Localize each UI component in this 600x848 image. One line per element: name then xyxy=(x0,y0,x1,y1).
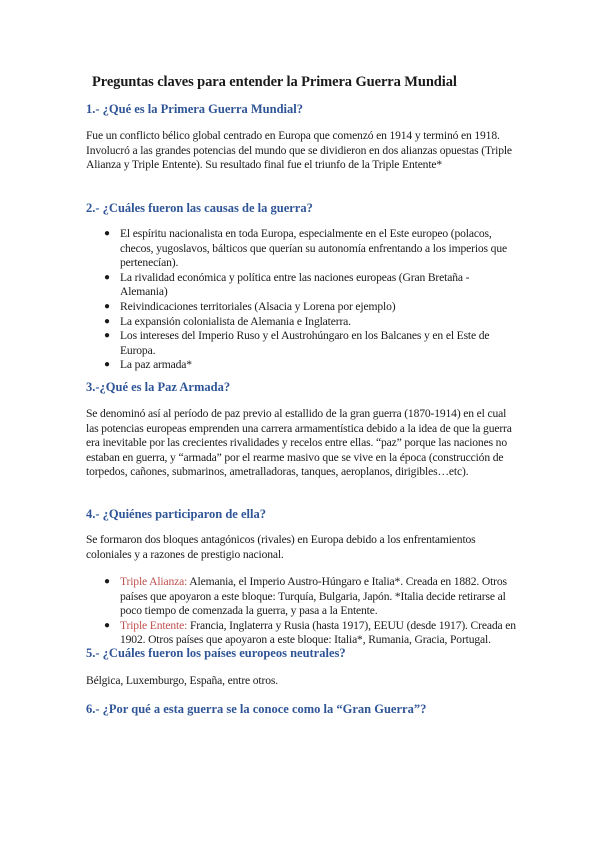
alliance-label: Triple Alianza: xyxy=(120,575,188,588)
question-2-heading: 2.- ¿Cuáles fueron las causas de la guerra? xyxy=(86,201,313,215)
question-5-heading: 5.- ¿Cuáles fueron los países europeos neutrales? xyxy=(86,646,346,660)
bullet-icon: ● xyxy=(104,228,110,239)
question-4-heading: 4.- ¿Quiénes participaron de ella? xyxy=(86,507,266,521)
list-item: ● La paz armada* xyxy=(104,358,192,372)
question-3-answer: Se denominó así al período de paz previo al estallido de la gran guerra (1870-1914) en el cual las potencias europeas emprenden una carrera armamentística debido a la idea de que la guerra era inevitable por las crecientes rivalidades y recelos entre ellas. “paz” porque las naciones no estaban en guerra, y “armada” por el rearme masivo que se vive en la época (construcción de torpedos, cañones, submarinos, ametralladoras, tanques, aeroplanos, dirigibles…etc). xyxy=(86,407,512,479)
question-6-heading: 6.- ¿Por qué a esta guerra se la conoce como la “Gran Guerra”? xyxy=(86,702,427,716)
question-4-answer: Se formaron dos bloques antagónicos (rivales) en Europa debido a los enfrentamientos coloniales y a razones de prestigio nacional. xyxy=(86,533,476,561)
list-item: ● Reivindicaciones territoriales (Alsacia y Lorena por ejemplo) xyxy=(104,299,396,313)
list-item: ● Los intereses del Imperio Ruso y el Austrohúngaro en los Balcanes y en el Este de Europa. xyxy=(104,329,490,357)
page-title: Preguntas claves para entender la Primera Guerra Mundial xyxy=(92,74,457,90)
list-item: ● Triple Alianza: Alemania, el Imperio Austro-Húngaro e Italia*. Creada en 1882. Otros países que apoyaron a este bloque: Turquía, Bulgaria, Japón. *Italia decide retirarse al poco tiempo de comenzada la guerra, y pasa a la Entente. xyxy=(104,575,507,618)
bullet-icon: ● xyxy=(104,330,110,342)
list-item: ● La rivalidad económica y política entre las naciones europeas (Gran Bretaña - Alemania) xyxy=(104,270,470,299)
list-item: ● El espíritu nacionalista en toda Europa, especialmente en el Este europeo (polacos, checos, yugoslavos, bálticos que querían su autonomía enfrentando a los imperios que pertenecían). xyxy=(104,227,507,270)
question-3-heading: 3.-¿Qué es la Paz Armada? xyxy=(86,380,231,394)
causes-list xyxy=(104,227,516,373)
list-item: ● Triple Entente: Francia, Inglaterra y Rusia (hasta 1917), EEUU (desde 1917). Creada en 1902. Otros países que apoyaron a este bloque: Italia*, Rumania, Gracia, Portugal. xyxy=(104,618,516,647)
question-1-answer: Fue un conflicto bélico global centrado en Europa que comenzó en 1914 y terminó en 1918. Involucró a las grandes potencias del mundo que se dividieron en dos alianzas opuestas (Triple Alianza y Triple Entente). Su resultado final fue el triunfo de la Triple Entente* xyxy=(86,129,512,172)
bullet-icon: ● xyxy=(104,315,110,327)
bullet-icon: ● xyxy=(104,271,110,283)
question-5-answer: Bélgica, Luxemburgo, España, entre otros. xyxy=(86,674,278,687)
bullet-icon: ● xyxy=(104,576,110,587)
alliance-label: Triple Entente: xyxy=(120,618,188,632)
question-1-heading: 1.- ¿Qué es la Primera Guerra Mundial? xyxy=(86,102,303,116)
alliances-list xyxy=(104,575,516,648)
bullet-icon: ● xyxy=(104,300,110,312)
list-item: ● La expansión colonialista de Alemania e Inglaterra. xyxy=(104,314,351,328)
bullet-icon: ● xyxy=(104,359,110,371)
bullet-icon: ● xyxy=(104,619,110,631)
